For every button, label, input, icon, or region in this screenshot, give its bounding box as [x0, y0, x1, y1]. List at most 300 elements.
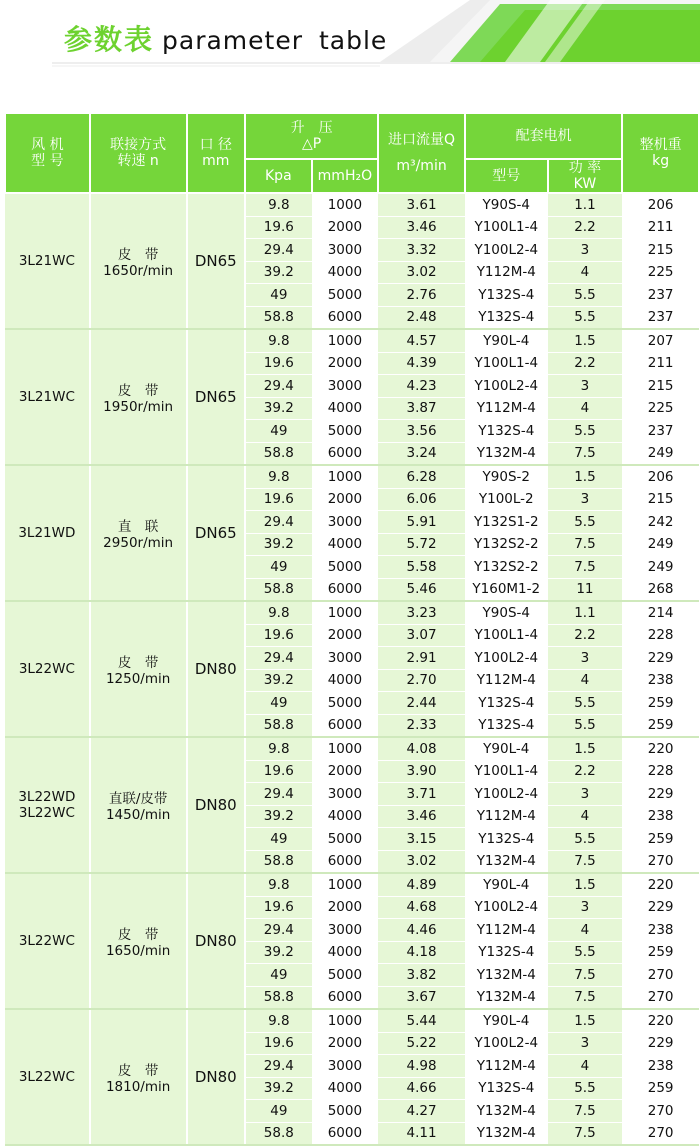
- cell-flow: 5.91: [378, 511, 465, 534]
- cell-power: 1.1: [548, 193, 623, 216]
- header-drive-line2: 转速 n: [117, 153, 159, 169]
- cell-flow: 4.11: [378, 1122, 465, 1145]
- table-row: [5, 1009, 699, 1032]
- cell-power: 1.5: [548, 737, 623, 760]
- cell-fan-model: [5, 193, 90, 329]
- cell-mmh2o: 5000: [312, 420, 379, 443]
- cell-motor-model: Y132S-4: [465, 828, 548, 851]
- cell-mmh2o: 6000: [312, 306, 379, 329]
- cell-flow: 4.98: [378, 1055, 465, 1078]
- cell-diameter: DN80: [187, 1009, 246, 1145]
- cell-motor-model: Y100L2-4: [465, 783, 548, 806]
- cell-weight: 268: [622, 578, 699, 601]
- table-row: [5, 873, 699, 896]
- cell-power: 4: [548, 261, 623, 284]
- header-pressure: [245, 113, 378, 159]
- cell-kpa: 49: [245, 964, 312, 987]
- cell-kpa: 39.2: [245, 533, 312, 556]
- cell-motor-model: Y100L2-4: [465, 1032, 548, 1055]
- cell-motor-model: Y112M-4: [465, 805, 548, 828]
- fan-model-text: 3L21WC: [18, 389, 75, 405]
- cell-flow: 5.44: [378, 1009, 465, 1032]
- cell-mmh2o: 2000: [312, 488, 379, 511]
- cell-weight: 215: [622, 488, 699, 511]
- cell-drive: [90, 465, 187, 601]
- cell-motor-model: Y100L-2: [465, 488, 548, 511]
- table-body: [5, 193, 699, 1145]
- cell-kpa: 49: [245, 1100, 312, 1123]
- cell-weight: 207: [622, 329, 699, 352]
- cell-weight: 220: [622, 737, 699, 760]
- cell-flow: 2.70: [378, 669, 465, 692]
- drive-text: 皮 带: [117, 383, 159, 399]
- cell-flow: 3.23: [378, 601, 465, 624]
- table-header: [5, 113, 699, 193]
- cell-flow: 6.06: [378, 488, 465, 511]
- cell-mmh2o: 2000: [312, 216, 379, 239]
- cell-weight: 229: [622, 1032, 699, 1055]
- cell-mmh2o: 4000: [312, 805, 379, 828]
- drive-text: 皮 带: [117, 1063, 159, 1079]
- cell-flow: 3.46: [378, 805, 465, 828]
- cell-mmh2o: 4000: [312, 941, 379, 964]
- header-pressure-line1: 升 压: [290, 120, 333, 136]
- cell-motor-model: Y132S-4: [465, 692, 548, 715]
- header-fan-model-line2: 型 号: [31, 153, 64, 169]
- cell-drive: [90, 873, 187, 1009]
- parameter-table-container: [4, 112, 700, 1146]
- cell-power: 11: [548, 578, 623, 601]
- cell-flow: 3.02: [378, 261, 465, 284]
- cell-weight: 225: [622, 397, 699, 420]
- cell-kpa: 19.6: [245, 216, 312, 239]
- cell-mmh2o: 3000: [312, 375, 379, 398]
- cell-mmh2o: 2000: [312, 760, 379, 783]
- cell-weight: 237: [622, 284, 699, 307]
- cell-power: 3: [548, 488, 623, 511]
- cell-motor-model: Y132S-4: [465, 714, 548, 737]
- cell-mmh2o: 2000: [312, 1032, 379, 1055]
- fan-model-text: 3L21WD: [18, 525, 76, 541]
- cell-motor-model: Y132M-4: [465, 442, 548, 465]
- cell-drive: [90, 737, 187, 873]
- cell-mmh2o: 1000: [312, 601, 379, 624]
- cell-power: 5.5: [548, 941, 623, 964]
- cell-mmh2o: 3000: [312, 1055, 379, 1078]
- cell-motor-model: Y160M1-2: [465, 578, 548, 601]
- cell-weight: 270: [622, 1100, 699, 1123]
- cell-flow: 3.71: [378, 783, 465, 806]
- cell-motor-model: Y132S1-2: [465, 511, 548, 534]
- cell-motor-model: Y100L1-4: [465, 760, 548, 783]
- cell-mmh2o: 4000: [312, 1077, 379, 1100]
- cell-flow: 3.87: [378, 397, 465, 420]
- header-flow-line1: 进口流量Q: [388, 132, 456, 148]
- cell-weight: 270: [622, 986, 699, 1009]
- cell-weight: 249: [622, 533, 699, 556]
- cell-power: 2.2: [548, 352, 623, 375]
- cell-drive: [90, 329, 187, 465]
- cell-power: 5.5: [548, 714, 623, 737]
- cell-kpa: 9.8: [245, 465, 312, 488]
- cell-flow: 5.46: [378, 578, 465, 601]
- cell-fan-model: [5, 601, 90, 737]
- cell-fan-model: [5, 329, 90, 465]
- cell-power: 5.5: [548, 1077, 623, 1100]
- cell-kpa: 19.6: [245, 760, 312, 783]
- header-weight-line1: 整机重: [639, 137, 682, 153]
- drive-text: 1650r/min: [103, 263, 174, 279]
- cell-flow: 5.72: [378, 533, 465, 556]
- cell-kpa: 19.6: [245, 352, 312, 375]
- table-row: [5, 193, 699, 216]
- cell-diameter: DN65: [187, 193, 246, 329]
- cell-mmh2o: 4000: [312, 261, 379, 284]
- cell-weight: 237: [622, 420, 699, 443]
- cell-fan-model: [5, 465, 90, 601]
- cell-mmh2o: 3000: [312, 239, 379, 262]
- cell-power: 3: [548, 239, 623, 262]
- cell-weight: 259: [622, 828, 699, 851]
- cell-motor-model: Y90L-4: [465, 1009, 548, 1032]
- cell-weight: 270: [622, 850, 699, 873]
- cell-kpa: 29.4: [245, 647, 312, 670]
- cell-power: 7.5: [548, 850, 623, 873]
- drive-text: 直 联: [117, 519, 159, 535]
- cell-flow: 4.39: [378, 352, 465, 375]
- header-power: [548, 159, 623, 193]
- cell-mmh2o: 3000: [312, 647, 379, 670]
- cell-kpa: 9.8: [245, 873, 312, 896]
- cell-power: 3: [548, 1032, 623, 1055]
- cell-kpa: 58.8: [245, 1122, 312, 1145]
- cell-mmh2o: 6000: [312, 850, 379, 873]
- cell-motor-model: Y100L2-4: [465, 239, 548, 262]
- cell-motor-model: Y100L2-4: [465, 647, 548, 670]
- cell-power: 1.5: [548, 873, 623, 896]
- cell-kpa: 39.2: [245, 941, 312, 964]
- cell-weight: 220: [622, 873, 699, 896]
- cell-power: 1.5: [548, 1009, 623, 1032]
- cell-motor-model: Y100L1-4: [465, 624, 548, 647]
- title-chinese: 参数表: [64, 23, 155, 56]
- parameter-table: [4, 112, 700, 1146]
- header-motor-model: 型号: [465, 159, 548, 193]
- drive-text: 1810/min: [105, 1079, 171, 1095]
- cell-power: 4: [548, 669, 623, 692]
- cell-flow: 2.44: [378, 692, 465, 715]
- cell-power: 5.5: [548, 692, 623, 715]
- cell-motor-model: Y90S-4: [465, 193, 548, 216]
- cell-diameter: DN80: [187, 601, 246, 737]
- cell-flow: 3.90: [378, 760, 465, 783]
- cell-mmh2o: 6000: [312, 714, 379, 737]
- header-mmh2o: mmH₂O: [312, 159, 379, 193]
- cell-weight: 211: [622, 216, 699, 239]
- cell-weight: 259: [622, 941, 699, 964]
- cell-flow: 4.46: [378, 919, 465, 942]
- cell-motor-model: Y90S-2: [465, 465, 548, 488]
- cell-flow: 4.89: [378, 873, 465, 896]
- cell-power: 1.1: [548, 601, 623, 624]
- cell-power: 3: [548, 647, 623, 670]
- cell-flow: 3.56: [378, 420, 465, 443]
- cell-kpa: 58.8: [245, 986, 312, 1009]
- cell-power: 4: [548, 1055, 623, 1078]
- cell-kpa: 29.4: [245, 239, 312, 262]
- title-english-1: parameter: [162, 26, 303, 55]
- cell-mmh2o: 5000: [312, 1100, 379, 1123]
- cell-weight: 229: [622, 896, 699, 919]
- cell-motor-model: Y112M-4: [465, 397, 548, 420]
- cell-power: 7.5: [548, 556, 623, 579]
- cell-weight: 238: [622, 805, 699, 828]
- cell-flow: 4.23: [378, 375, 465, 398]
- cell-weight: 242: [622, 511, 699, 534]
- cell-mmh2o: 1000: [312, 193, 379, 216]
- drive-text: 1650/min: [105, 943, 171, 959]
- cell-mmh2o: 3000: [312, 511, 379, 534]
- cell-mmh2o: 2000: [312, 352, 379, 375]
- cell-power: 2.2: [548, 760, 623, 783]
- cell-weight: 220: [622, 1009, 699, 1032]
- cell-motor-model: Y112M-4: [465, 261, 548, 284]
- cell-motor-model: Y132S-4: [465, 420, 548, 443]
- cell-weight: 249: [622, 442, 699, 465]
- cell-mmh2o: 4000: [312, 669, 379, 692]
- header-motor: 配套电机: [465, 113, 622, 159]
- cell-weight: 259: [622, 1077, 699, 1100]
- cell-mmh2o: 1000: [312, 737, 379, 760]
- cell-motor-model: Y112M-4: [465, 919, 548, 942]
- header-kpa: Kpa: [245, 159, 312, 193]
- table-row: [5, 465, 699, 488]
- cell-power: 4: [548, 805, 623, 828]
- cell-power: 1.5: [548, 329, 623, 352]
- cell-mmh2o: 6000: [312, 578, 379, 601]
- header-pressure-line2: △P: [302, 136, 322, 152]
- cell-power: 7.5: [548, 1100, 623, 1123]
- cell-flow: 4.68: [378, 896, 465, 919]
- cell-power: 2.2: [548, 216, 623, 239]
- cell-weight: 270: [622, 1122, 699, 1145]
- cell-motor-model: Y90L-4: [465, 329, 548, 352]
- cell-flow: 3.02: [378, 850, 465, 873]
- cell-weight: 228: [622, 624, 699, 647]
- cell-flow: 2.91: [378, 647, 465, 670]
- cell-power: 7.5: [548, 986, 623, 1009]
- cell-kpa: 39.2: [245, 397, 312, 420]
- cell-weight: 215: [622, 239, 699, 262]
- cell-kpa: 29.4: [245, 511, 312, 534]
- cell-weight: 270: [622, 964, 699, 987]
- cell-mmh2o: 5000: [312, 828, 379, 851]
- cell-kpa: 39.2: [245, 261, 312, 284]
- drive-text: 2950r/min: [103, 535, 174, 551]
- header-drive-line1: 联接方式: [110, 137, 167, 153]
- cell-motor-model: Y90L-4: [465, 873, 548, 896]
- cell-mmh2o: 1000: [312, 465, 379, 488]
- cell-mmh2o: 1000: [312, 1009, 379, 1032]
- cell-power: 3: [548, 896, 623, 919]
- cell-power: 7.5: [548, 442, 623, 465]
- drive-text: 皮 带: [117, 927, 159, 943]
- cell-flow: 2.76: [378, 284, 465, 307]
- page-header: [0, 0, 700, 90]
- cell-flow: 3.82: [378, 964, 465, 987]
- cell-power: 4: [548, 397, 623, 420]
- cell-flow: 3.07: [378, 624, 465, 647]
- table-row: [5, 329, 699, 352]
- header-diameter: [187, 113, 246, 193]
- cell-drive: [90, 193, 187, 329]
- cell-motor-model: Y132M-4: [465, 1122, 548, 1145]
- cell-diameter: DN80: [187, 873, 246, 1009]
- header-diameter-line1: 口 径: [199, 137, 233, 153]
- fan-model-text: 3L22WD: [18, 789, 76, 805]
- cell-kpa: 9.8: [245, 193, 312, 216]
- cell-kpa: 19.6: [245, 488, 312, 511]
- drive-text: 1450/min: [105, 807, 171, 823]
- cell-motor-model: Y132S-4: [465, 284, 548, 307]
- cell-motor-model: Y100L1-4: [465, 352, 548, 375]
- cell-flow: 5.22: [378, 1032, 465, 1055]
- cell-weight: 225: [622, 261, 699, 284]
- cell-kpa: 49: [245, 828, 312, 851]
- header-power-line1: 功 率: [568, 160, 602, 176]
- cell-mmh2o: 3000: [312, 919, 379, 942]
- cell-kpa: 29.4: [245, 919, 312, 942]
- cell-motor-model: Y90S-4: [465, 601, 548, 624]
- cell-kpa: 49: [245, 420, 312, 443]
- cell-weight: 237: [622, 306, 699, 329]
- cell-kpa: 19.6: [245, 624, 312, 647]
- cell-mmh2o: 1000: [312, 873, 379, 896]
- cell-flow: 3.46: [378, 216, 465, 239]
- cell-kpa: 9.8: [245, 329, 312, 352]
- cell-mmh2o: 6000: [312, 442, 379, 465]
- cell-weight: 259: [622, 714, 699, 737]
- cell-mmh2o: 3000: [312, 783, 379, 806]
- page-title: [64, 20, 387, 60]
- title-english-2: table: [319, 26, 388, 55]
- cell-flow: 6.28: [378, 465, 465, 488]
- cell-flow: 3.24: [378, 442, 465, 465]
- cell-power: 5.5: [548, 828, 623, 851]
- header-flow-line2: m³/min: [396, 158, 447, 174]
- fan-model-text: 3L22WC: [18, 933, 75, 949]
- cell-fan-model: [5, 737, 90, 873]
- cell-kpa: 19.6: [245, 896, 312, 919]
- cell-flow: 4.57: [378, 329, 465, 352]
- cell-weight: 238: [622, 669, 699, 692]
- cell-flow: 4.18: [378, 941, 465, 964]
- cell-fan-model: [5, 873, 90, 1009]
- cell-flow: 4.08: [378, 737, 465, 760]
- cell-motor-model: Y112M-4: [465, 1055, 548, 1078]
- cell-flow: 3.67: [378, 986, 465, 1009]
- drive-text: 直联/皮带: [108, 791, 168, 807]
- cell-weight: 229: [622, 647, 699, 670]
- cell-weight: 211: [622, 352, 699, 375]
- cell-power: 3: [548, 783, 623, 806]
- cell-power: 5.5: [548, 511, 623, 534]
- header-drive: [90, 113, 187, 193]
- cell-weight: 259: [622, 692, 699, 715]
- fan-model-text: 3L22WC: [18, 805, 75, 821]
- cell-power: 1.5: [548, 465, 623, 488]
- cell-mmh2o: 2000: [312, 896, 379, 919]
- cell-power: 4: [548, 919, 623, 942]
- cell-diameter: DN80: [187, 737, 246, 873]
- cell-flow: 2.33: [378, 714, 465, 737]
- cell-power: 7.5: [548, 533, 623, 556]
- cell-kpa: 49: [245, 556, 312, 579]
- cell-weight: 206: [622, 193, 699, 216]
- cell-kpa: 58.8: [245, 578, 312, 601]
- cell-motor-model: Y100L2-4: [465, 375, 548, 398]
- cell-kpa: 58.8: [245, 714, 312, 737]
- cell-power: 5.5: [548, 420, 623, 443]
- cell-flow: 2.48: [378, 306, 465, 329]
- cell-kpa: 39.2: [245, 669, 312, 692]
- cell-motor-model: Y112M-4: [465, 669, 548, 692]
- header-fan-model-line1: 风 机: [31, 137, 64, 153]
- cell-weight: 215: [622, 375, 699, 398]
- cell-kpa: 58.8: [245, 442, 312, 465]
- cell-mmh2o: 4000: [312, 397, 379, 420]
- cell-motor-model: Y100L2-4: [465, 896, 548, 919]
- drive-text: 1950r/min: [103, 399, 174, 415]
- cell-motor-model: Y132M-4: [465, 986, 548, 1009]
- cell-fan-model: [5, 1009, 90, 1145]
- cell-weight: 228: [622, 760, 699, 783]
- cell-diameter: DN65: [187, 329, 246, 465]
- cell-mmh2o: 5000: [312, 692, 379, 715]
- cell-motor-model: Y90L-4: [465, 737, 548, 760]
- cell-kpa: 39.2: [245, 805, 312, 828]
- cell-drive: [90, 601, 187, 737]
- cell-weight: 214: [622, 601, 699, 624]
- cell-motor-model: Y132S2-2: [465, 533, 548, 556]
- cell-motor-model: Y132M-4: [465, 850, 548, 873]
- cell-motor-model: Y132S2-2: [465, 556, 548, 579]
- cell-mmh2o: 2000: [312, 624, 379, 647]
- cell-motor-model: Y132S-4: [465, 306, 548, 329]
- cell-motor-model: Y132M-4: [465, 964, 548, 987]
- cell-kpa: 9.8: [245, 601, 312, 624]
- cell-weight: 238: [622, 1055, 699, 1078]
- cell-kpa: 58.8: [245, 850, 312, 873]
- cell-motor-model: Y132M-4: [465, 1100, 548, 1123]
- cell-power: 7.5: [548, 1122, 623, 1145]
- cell-diameter: DN65: [187, 465, 246, 601]
- cell-motor-model: Y100L1-4: [465, 216, 548, 239]
- cell-power: 2.2: [548, 624, 623, 647]
- fan-model-text: 3L21WC: [18, 253, 75, 269]
- cell-kpa: 19.6: [245, 1032, 312, 1055]
- header-diameter-line2: mm: [202, 153, 230, 169]
- cell-drive: [90, 1009, 187, 1145]
- cell-flow: 3.15: [378, 828, 465, 851]
- cell-mmh2o: 1000: [312, 329, 379, 352]
- cell-kpa: 49: [245, 692, 312, 715]
- header-weight: [622, 113, 699, 193]
- cell-flow: 3.32: [378, 239, 465, 262]
- cell-power: 5.5: [548, 306, 623, 329]
- header-weight-line2: kg: [652, 153, 670, 169]
- drive-text: 皮 带: [117, 247, 159, 263]
